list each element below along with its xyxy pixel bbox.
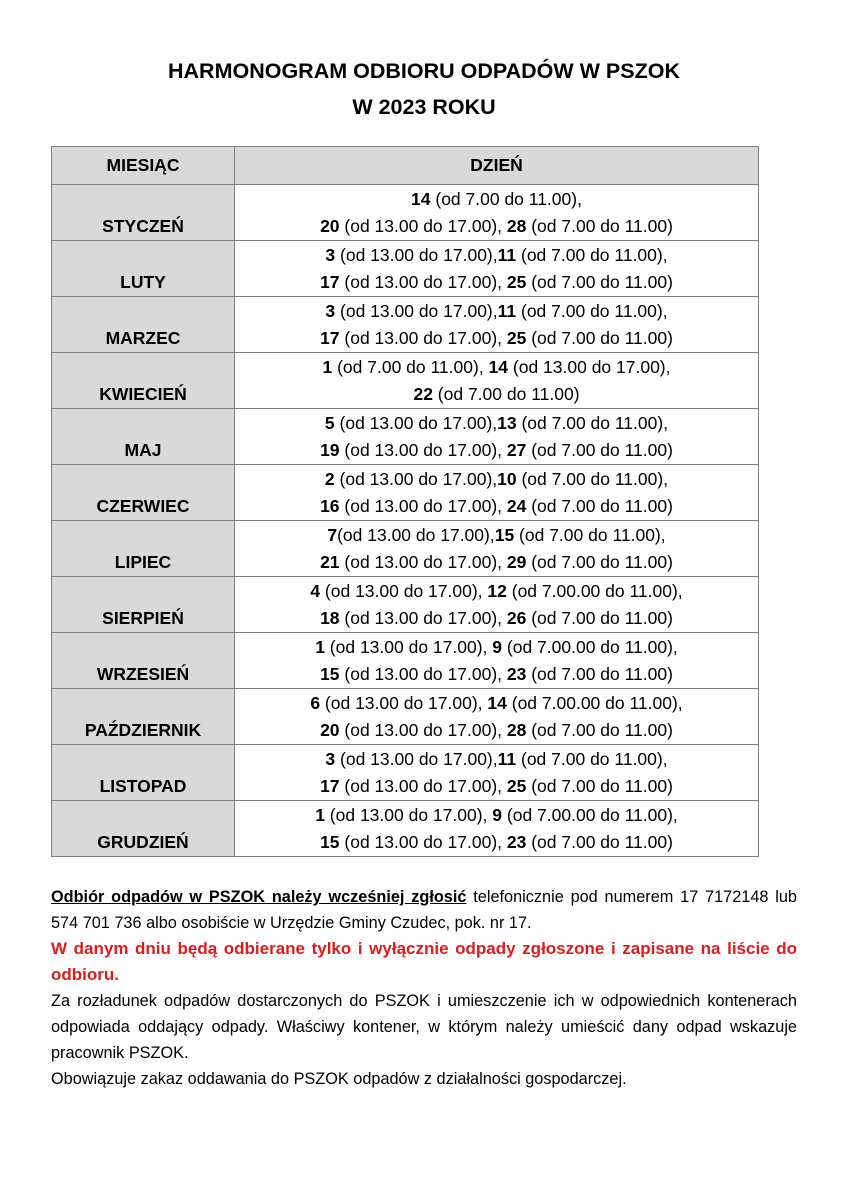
day-number: 17 (320, 775, 340, 796)
table-row (52, 633, 759, 689)
day-number: 25 (506, 271, 527, 292)
time-range: (od 7.00 do 11.00) (526, 495, 673, 516)
time-range: (od 7.00 do 11.00), (516, 300, 668, 321)
days-line (235, 661, 758, 688)
days-cell (235, 241, 759, 297)
time-range: (od 13.00 do 17.00), (324, 636, 493, 657)
time-range: (od 13.00 do 17.00), (335, 300, 498, 321)
days-line (235, 269, 758, 296)
time-range: (od 7.00 do 11.00) (526, 439, 673, 460)
time-range: (od 7.00.00 do 11.00), (502, 636, 678, 657)
days-cell (235, 521, 759, 577)
day-number: 26 (506, 607, 527, 628)
document-title-line-1: HARMONOGRAM ODBIORU ODPADÓW W PSZOK (168, 59, 680, 83)
days-cell (235, 633, 759, 689)
time-range: (od 13.00 do 17.00), (339, 607, 507, 628)
time-range: (od 13.00 do 17.00), (339, 327, 507, 348)
day-number: 20 (320, 719, 340, 740)
time-range: (od 13.00 do 17.00), (339, 551, 507, 572)
day-number: 13 (497, 412, 517, 433)
days-line (235, 410, 758, 437)
days-line (235, 690, 758, 717)
days-line (235, 381, 758, 408)
month-cell: KWIECIEŃ (52, 353, 235, 409)
month-cell: GRUDZIEŃ (52, 801, 235, 857)
day-number: 28 (506, 719, 527, 740)
day-number: 1 (315, 804, 325, 825)
days-line (235, 493, 758, 520)
time-range: (od 13.00 do 17.00), (335, 748, 498, 769)
time-range: (od 13.00 do 17.00), (339, 439, 507, 460)
day-number: 7 (327, 524, 338, 545)
notes-paragraph-4: Obowiązuje zakaz oddawania do PSZOK odpadów z działalności gospodarczej. (51, 1070, 627, 1088)
days-line (235, 746, 758, 773)
day-number: 17 (320, 271, 340, 292)
day-number: 1 (315, 636, 325, 657)
table-row (52, 465, 759, 521)
day-number: 15 (320, 663, 340, 684)
table-header-row (52, 147, 759, 185)
time-range: (od 13.00 do 17.00), (339, 215, 507, 236)
time-range: (od 7.00.00 do 11.00), (502, 804, 678, 825)
time-range: (od 7.00 do 11.00), (516, 468, 669, 489)
day-number: 18 (320, 607, 340, 628)
days-line (235, 466, 758, 493)
days-cell (235, 577, 759, 633)
month-cell: STYCZEŃ (52, 185, 235, 241)
day-number: 5 (324, 412, 335, 433)
days-line (235, 605, 758, 632)
days-line (235, 634, 758, 661)
month-cell: LISTOPAD (52, 745, 235, 801)
time-range: (od 13.00 do 17.00), (334, 412, 498, 433)
notes-contact-info: telefonicznie pod numerem 17 7172148 lub 574 701 736 albo osobiście w Urzędzie Gminy Czudec, pok. nr 17. (51, 888, 797, 932)
day-number: 11 (497, 244, 517, 265)
time-range: (od 13.00 do 17.00), (339, 719, 507, 740)
days-cell (235, 353, 759, 409)
day-number: 25 (506, 775, 527, 796)
days-line (235, 773, 758, 800)
day-number: 23 (506, 831, 527, 852)
day-number: 28 (506, 215, 527, 236)
day-number: 22 (413, 383, 433, 404)
days-line (235, 829, 758, 856)
table-row (52, 521, 759, 577)
month-cell: MARZEC (52, 297, 235, 353)
time-range: (od 7.00 do 11.00), (332, 356, 489, 377)
day-number: 3 (325, 748, 336, 769)
day-number: 1 (322, 356, 333, 377)
time-range: (od 7.00 do 11.00) (526, 719, 673, 740)
days-line (235, 802, 758, 829)
notes-call-ahead-emphasis: Odbiór odpadów w PSZOK należy wcześniej zgłosić (51, 888, 467, 906)
day-number: 15 (320, 831, 340, 852)
time-range: (od 13.00 do 17.00), (337, 524, 495, 545)
month-cell: LUTY (52, 241, 235, 297)
time-range: (od 7.00 do 11.00) (526, 775, 673, 796)
time-range: (od 13.00 do 17.00), (320, 692, 488, 713)
time-range: (od 13.00 do 17.00), (334, 468, 498, 489)
days-line (235, 578, 758, 605)
month-cell: SIERPIEŃ (52, 577, 235, 633)
day-number: 14 (488, 356, 509, 377)
day-number: 14 (487, 692, 507, 713)
days-cell (235, 465, 759, 521)
day-number: 12 (487, 580, 507, 601)
time-range: (od 13.00 do 17.00), (339, 831, 507, 852)
days-line (235, 325, 758, 352)
days-line (235, 549, 758, 576)
day-number: 25 (506, 327, 527, 348)
day-number: 27 (506, 439, 527, 460)
day-number: 19 (320, 439, 340, 460)
days-line (235, 186, 758, 213)
day-number: 23 (506, 663, 527, 684)
time-range: (od 7.00.00 do 11.00), (506, 580, 683, 601)
day-number: 10 (497, 468, 517, 489)
notes-paragraph-3: Za rozładunek odpadów dostarczonych do PSZOK i umieszczenie ich w odpowiednich kontenerach odpowiada oddający odpady. Właściwy kontener, w którym należy umieścić dany odpad wskazuje pracownik PSZOK. (51, 992, 797, 1062)
days-line (235, 437, 758, 464)
document-title-line-2: W 2023 ROKU (352, 95, 496, 119)
month-cell: PAŹDZIERNIK (52, 689, 235, 745)
time-range: (od 13.00 do 17.00), (339, 775, 507, 796)
schedule-table (51, 146, 759, 857)
table-row (52, 297, 759, 353)
day-number: 2 (324, 468, 335, 489)
days-line (235, 354, 758, 381)
day-number: 11 (497, 748, 517, 769)
days-cell (235, 689, 759, 745)
day-number: 11 (497, 300, 517, 321)
time-range: (od 7.00 do 11.00), (430, 188, 582, 209)
header-day: DZIEŃ (235, 147, 759, 185)
time-range: (od 7.00 do 11.00) (526, 327, 673, 348)
time-range: (od 7.00 do 11.00) (432, 383, 580, 404)
table-row (52, 185, 759, 241)
time-range: (od 7.00 do 11.00) (526, 215, 673, 236)
days-line (235, 298, 758, 325)
day-number: 21 (320, 551, 340, 572)
notes-section (51, 884, 797, 1092)
days-cell (235, 801, 759, 857)
time-range: (od 13.00 do 17.00), (320, 580, 488, 601)
time-range: (od 7.00 do 11.00), (516, 748, 668, 769)
header-month: MIESIĄC (52, 147, 235, 185)
day-number: 3 (325, 244, 336, 265)
day-number: 6 (310, 692, 321, 713)
notes-paragraph-1 (51, 884, 797, 936)
time-range: (od 7.00 do 11.00) (526, 663, 673, 684)
days-line (235, 522, 758, 549)
day-number: 14 (411, 188, 431, 209)
day-number: 16 (320, 495, 340, 516)
time-range: (od 7.00 do 11.00) (526, 831, 673, 852)
days-line (235, 242, 758, 269)
time-range: (od 13.00 do 17.00), (324, 804, 493, 825)
table-row (52, 409, 759, 465)
time-range: (od 13.00 do 17.00), (339, 495, 507, 516)
time-range: (od 7.00 do 11.00), (514, 524, 666, 545)
days-cell (235, 409, 759, 465)
time-range: (od 7.00 do 11.00), (516, 412, 669, 433)
time-range: (od 13.00 do 17.00), (335, 244, 498, 265)
days-line (235, 717, 758, 744)
day-number: 17 (320, 327, 340, 348)
month-cell: WRZESIEŃ (52, 633, 235, 689)
day-number: 9 (492, 804, 503, 825)
month-cell: CZERWIEC (52, 465, 235, 521)
table-row (52, 241, 759, 297)
day-number: 4 (310, 580, 321, 601)
table-row (52, 353, 759, 409)
day-number: 20 (320, 215, 340, 236)
month-cell: LIPIEC (52, 521, 235, 577)
notes-warning: W danym dniu będą odbierane tylko i wyłącznie odpady zgłoszone i zapisane na liście do odbioru. (51, 939, 797, 984)
time-range: (od 7.00 do 11.00), (516, 244, 668, 265)
time-range: (od 7.00 do 11.00) (526, 607, 673, 628)
time-range: (od 13.00 do 17.00), (339, 271, 507, 292)
day-number: 24 (506, 495, 527, 516)
days-cell (235, 185, 759, 241)
days-cell (235, 297, 759, 353)
days-line (235, 213, 758, 240)
table-row (52, 689, 759, 745)
time-range: (od 13.00 do 17.00), (339, 663, 507, 684)
month-cell: MAJ (52, 409, 235, 465)
day-number: 15 (494, 524, 515, 545)
table-row (52, 801, 759, 857)
time-range: (od 7.00 do 11.00) (526, 551, 673, 572)
days-cell (235, 745, 759, 801)
time-range: (od 13.00 do 17.00), (508, 356, 671, 377)
time-range: (od 7.00.00 do 11.00), (506, 692, 683, 713)
day-number: 9 (492, 636, 503, 657)
day-number: 3 (325, 300, 336, 321)
table-row (52, 577, 759, 633)
time-range: (od 7.00 do 11.00) (526, 271, 673, 292)
table-row (52, 745, 759, 801)
day-number: 29 (506, 551, 527, 572)
